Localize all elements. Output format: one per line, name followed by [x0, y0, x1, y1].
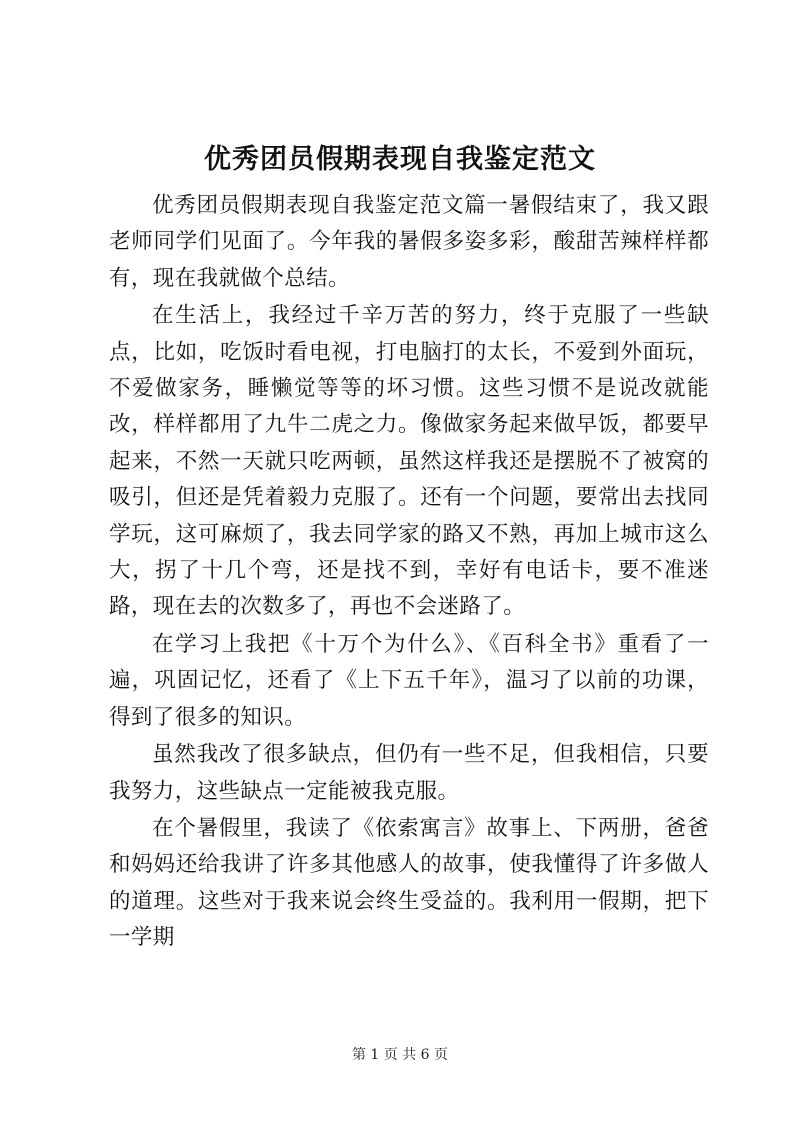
document-body: [109, 188, 709, 958]
page-footer: [0, 1045, 800, 1065]
document-title: 优秀团员假期表现自我鉴定范文: [204, 144, 596, 175]
paragraph: 虽然我改了很多缺点，但仍有一些不足，但我相信，只要我努力，这些缺点一定能被我克服。: [109, 742, 709, 804]
paragraph: 在生活上，我经过千辛万苦的努力，终于克服了一些缺点，比如，吃饭时看电视，打电脑打的太长，不爱到外面玩，不爱做家务，睡懒觉等等的坏习惯。这些习惯不是说改就能改，样样都用了九牛二虎之力。像做家务起来做早饭，都要早起来，不然一天就只吃两顿，虽然这样我还是摆脱不了被窝的吸引，但还是凭着毅力克服了。还有一个问题，要常出去找同学玩，这可麻烦了，我去同学家的路又不熟，再加上城市这么大，拐了十几个弯，还是找不到，幸好有电话卡，要不准迷路，现在去的次数多了，再也不会迷路了。: [109, 303, 709, 620]
paragraph: 优秀团员假期表现自我鉴定范文篇一暑假结束了，我又跟老师同学们见面了。今年我的暑假多姿多彩，酸甜苦辣样样都有，现在我就做个总结。: [109, 193, 709, 291]
paragraph: 在个暑假里，我读了《依索寓言》故事上、下两册，爸爸和妈妈还给我讲了许多其他感人的故事，使我懂得了许多做人的道理。这些对于我来说会终生受益的。我利用一假期，把下一学期: [109, 815, 709, 951]
page-number-indicator: 第 1 页 共 6 页: [351, 1047, 449, 1063]
paragraph: 在学习上我把《十万个为什么》、《百科全书》重看了一遍，巩固记忆，还看了《上下五千年》，温习了以前的功课，得到了很多的知识。: [109, 631, 709, 730]
